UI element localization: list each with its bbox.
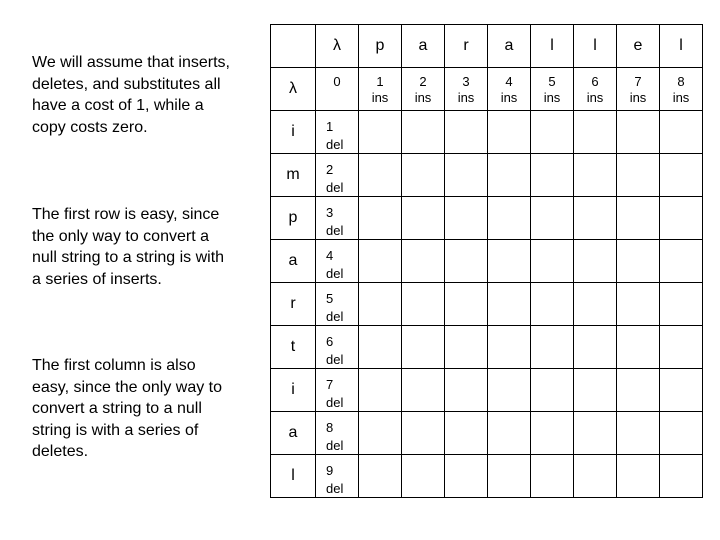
row-header-cell xyxy=(271,240,316,283)
empty-cell xyxy=(359,154,402,197)
column-header-letter: l xyxy=(593,37,597,54)
cell-value: 6 xyxy=(591,74,599,89)
cell-operation: ins xyxy=(500,90,518,105)
column-header-cell xyxy=(617,25,660,68)
empty-cell xyxy=(359,326,402,369)
table-row xyxy=(271,283,703,326)
empty-cell xyxy=(660,240,703,283)
empty-cell xyxy=(574,111,617,154)
first-column-cell xyxy=(316,369,359,412)
column-header-cell xyxy=(488,25,531,68)
empty-cell xyxy=(402,197,445,240)
empty-cell xyxy=(531,154,574,197)
first-column-cell xyxy=(316,197,359,240)
first-row-cell xyxy=(316,68,359,111)
table-row xyxy=(271,154,703,197)
column-header-cell xyxy=(574,25,617,68)
empty-cell xyxy=(359,369,402,412)
cell-value: 6 xyxy=(326,334,334,349)
cell-operation: ins xyxy=(629,90,647,105)
row-header-cell xyxy=(271,326,316,369)
first-column-cell xyxy=(316,111,359,154)
cell-value: 4 xyxy=(326,248,334,263)
first-row-cell xyxy=(359,68,402,111)
empty-cell xyxy=(531,369,574,412)
column-header-letter: e xyxy=(633,37,643,54)
column-header-cell xyxy=(402,25,445,68)
empty-cell xyxy=(574,197,617,240)
cell-value: 8 xyxy=(677,74,685,89)
cell-operation: del xyxy=(326,180,344,195)
cell-value: 2 xyxy=(326,162,334,177)
empty-cell xyxy=(445,197,488,240)
empty-cell xyxy=(359,283,402,326)
corner-cell xyxy=(271,25,316,68)
first-column-cell xyxy=(316,240,359,283)
empty-cell xyxy=(574,240,617,283)
cell-value: 8 xyxy=(326,420,334,435)
empty-cell xyxy=(531,111,574,154)
column-header-letter: a xyxy=(418,37,428,54)
row-header-letter: r xyxy=(290,295,296,312)
empty-cell xyxy=(488,154,531,197)
empty-cell xyxy=(660,455,703,498)
column-header-cell xyxy=(660,25,703,68)
cell-operation: ins xyxy=(586,90,604,105)
row-header-cell xyxy=(271,154,316,197)
empty-cell xyxy=(574,326,617,369)
column-header-letter: l xyxy=(550,37,554,54)
column-header-letter: r xyxy=(463,37,469,54)
row-header-letter: t xyxy=(290,338,296,355)
cell-value: 9 xyxy=(326,463,334,478)
empty-cell xyxy=(574,455,617,498)
explanation-paragraph-first-column: The first column is also easy, since the only way to convert a string to a null string is with a series of deletes. xyxy=(32,357,223,460)
first-row-cell xyxy=(531,68,574,111)
empty-cell xyxy=(445,111,488,154)
empty-cell xyxy=(488,240,531,283)
cell-operation: ins xyxy=(543,90,561,105)
empty-cell xyxy=(359,197,402,240)
empty-cell xyxy=(617,412,660,455)
empty-cell xyxy=(402,154,445,197)
empty-cell xyxy=(617,111,660,154)
cell-value: 1 xyxy=(326,119,334,134)
cell-operation: del xyxy=(326,395,344,410)
empty-cell xyxy=(445,154,488,197)
empty-cell xyxy=(402,455,445,498)
first-column-cell xyxy=(316,283,359,326)
table-row xyxy=(271,111,703,154)
empty-cell xyxy=(660,154,703,197)
empty-cell xyxy=(488,283,531,326)
cell-value: 4 xyxy=(505,74,513,89)
cell-value: 1 xyxy=(376,74,384,89)
row-header-cell xyxy=(271,369,316,412)
column-header-letter: a xyxy=(504,37,514,54)
empty-cell xyxy=(531,240,574,283)
row-header-letter: λ xyxy=(289,80,297,97)
first-row-cell xyxy=(488,68,531,111)
first-row-cell xyxy=(617,68,660,111)
row-header-letter: a xyxy=(288,424,298,441)
column-header-cell xyxy=(316,25,359,68)
empty-cell xyxy=(574,412,617,455)
row-header-cell xyxy=(271,412,316,455)
empty-cell xyxy=(488,369,531,412)
empty-cell xyxy=(531,455,574,498)
cell-value: 0 xyxy=(333,74,341,89)
empty-cell xyxy=(617,326,660,369)
empty-cell xyxy=(660,111,703,154)
empty-cell xyxy=(445,326,488,369)
column-header-letter: l xyxy=(679,37,683,54)
cell-operation: del xyxy=(326,137,344,152)
row-header-letter: i xyxy=(291,381,295,398)
cell-operation: ins xyxy=(414,90,432,105)
first-column-cell xyxy=(316,154,359,197)
explanation-paragraph-first-row: The first row is easy, since the only way to convert a null string to a string is with a series of inserts. xyxy=(32,206,225,288)
empty-cell xyxy=(402,283,445,326)
cell-value: 7 xyxy=(634,74,642,89)
empty-cell xyxy=(660,369,703,412)
table-row xyxy=(271,455,703,498)
cell-operation: ins xyxy=(672,90,690,105)
empty-cell xyxy=(617,197,660,240)
first-row-cell xyxy=(660,68,703,111)
empty-cell xyxy=(660,197,703,240)
empty-cell xyxy=(445,412,488,455)
cell-operation: del xyxy=(326,223,344,238)
cell-value: 5 xyxy=(326,291,334,306)
empty-cell xyxy=(617,154,660,197)
empty-cell xyxy=(574,283,617,326)
row-header-cell xyxy=(271,283,316,326)
cell-operation: del xyxy=(326,352,344,367)
first-row-cell xyxy=(445,68,488,111)
empty-cell xyxy=(531,326,574,369)
cell-operation: ins xyxy=(457,90,475,105)
empty-cell xyxy=(617,455,660,498)
first-row-cell xyxy=(574,68,617,111)
empty-cell xyxy=(660,326,703,369)
table-row xyxy=(271,240,703,283)
column-header-letter: p xyxy=(375,37,385,54)
empty-cell xyxy=(359,240,402,283)
empty-cell xyxy=(488,455,531,498)
empty-cell xyxy=(359,455,402,498)
empty-cell xyxy=(574,154,617,197)
cell-operation: del xyxy=(326,481,344,496)
cell-operation: del xyxy=(326,309,344,324)
empty-cell xyxy=(445,455,488,498)
empty-cell xyxy=(445,240,488,283)
row-header-letter: l xyxy=(291,467,295,484)
cell-operation: del xyxy=(326,438,344,453)
empty-cell xyxy=(445,283,488,326)
empty-cell xyxy=(359,412,402,455)
cell-value: 2 xyxy=(419,74,427,89)
empty-cell xyxy=(617,369,660,412)
cell-operation: ins xyxy=(371,90,389,105)
first-column-cell xyxy=(316,455,359,498)
empty-cell xyxy=(574,369,617,412)
row-header-cell xyxy=(271,68,316,111)
first-row-cell xyxy=(402,68,445,111)
header-row xyxy=(271,25,703,68)
empty-cell xyxy=(660,283,703,326)
empty-cell xyxy=(488,326,531,369)
first-column-cell xyxy=(316,412,359,455)
empty-cell xyxy=(531,283,574,326)
column-header-cell xyxy=(531,25,574,68)
cell-value: 3 xyxy=(462,74,470,89)
empty-cell xyxy=(445,369,488,412)
empty-cell xyxy=(402,240,445,283)
edit-distance-table xyxy=(270,24,703,498)
empty-cell xyxy=(488,111,531,154)
empty-cell xyxy=(488,412,531,455)
table-row xyxy=(271,197,703,240)
table-row xyxy=(271,68,703,111)
empty-cell xyxy=(617,240,660,283)
row-header-cell xyxy=(271,197,316,240)
row-header-letter: p xyxy=(288,209,298,226)
empty-cell xyxy=(660,412,703,455)
row-header-cell xyxy=(271,455,316,498)
table-row xyxy=(271,369,703,412)
cell-value: 7 xyxy=(326,377,334,392)
empty-cell xyxy=(531,197,574,240)
row-header-cell xyxy=(271,111,316,154)
table-row xyxy=(271,326,703,369)
empty-cell xyxy=(488,197,531,240)
empty-cell xyxy=(531,412,574,455)
empty-cell xyxy=(402,412,445,455)
row-header-letter: a xyxy=(288,252,298,269)
empty-cell xyxy=(617,283,660,326)
row-header-letter: i xyxy=(291,123,295,140)
cell-value: 3 xyxy=(326,205,334,220)
empty-cell xyxy=(402,369,445,412)
row-header-letter: m xyxy=(286,166,300,183)
empty-cell xyxy=(402,326,445,369)
first-column-cell xyxy=(316,326,359,369)
empty-cell xyxy=(402,111,445,154)
column-header-cell xyxy=(445,25,488,68)
explanation-paragraph-costs: We will assume that inserts, deletes, and substitutes all have a cost of 1, while a copy costs zero. xyxy=(32,54,230,136)
cell-value: 5 xyxy=(548,74,556,89)
empty-cell xyxy=(359,111,402,154)
table-row xyxy=(271,412,703,455)
cell-operation: del xyxy=(326,266,344,281)
column-header-letter: λ xyxy=(333,37,341,54)
column-header-cell xyxy=(359,25,402,68)
